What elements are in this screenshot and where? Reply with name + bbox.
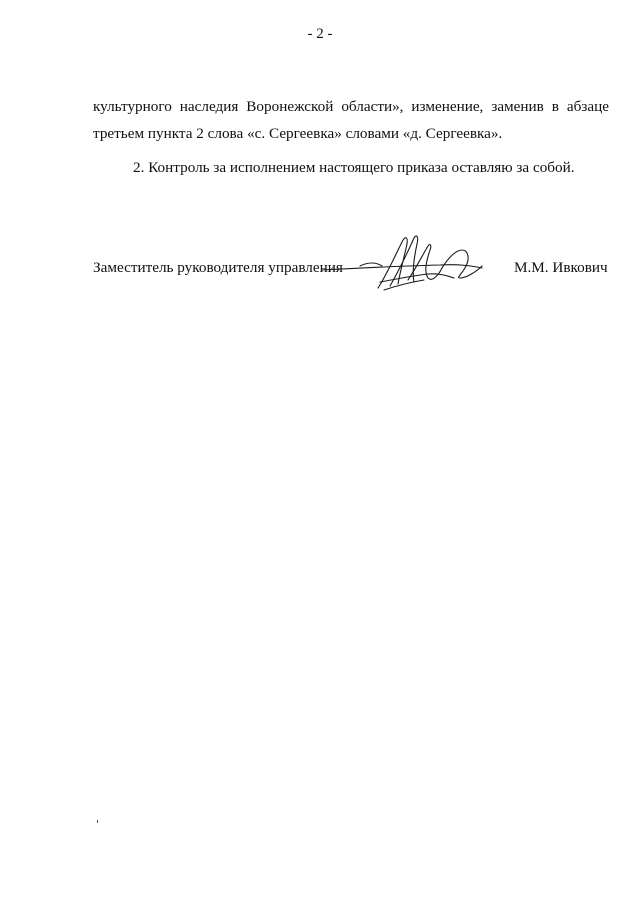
paragraph-1 bbox=[93, 93, 609, 147]
paragraph-2-text: 2. Контроль за исполнением настоящего приказа оставляю за собой. bbox=[133, 159, 575, 176]
signer-name: М.М. Ивкович bbox=[514, 259, 608, 276]
signer-position: Заместитель руководителя управления bbox=[93, 259, 343, 276]
handwritten-signature-icon bbox=[320, 228, 490, 298]
paragraph-1-line-1: культурного наследия Воронежской области», изменение, заменив в абзаце bbox=[93, 98, 609, 115]
paragraph-2 bbox=[93, 154, 609, 181]
page-number: - 2 - bbox=[307, 26, 333, 42]
paragraph-1-line-2: третьем пункта 2 слова «с. Сергеевка» словами «д. Сергеевка». bbox=[93, 125, 503, 142]
scan-speck bbox=[97, 820, 98, 823]
